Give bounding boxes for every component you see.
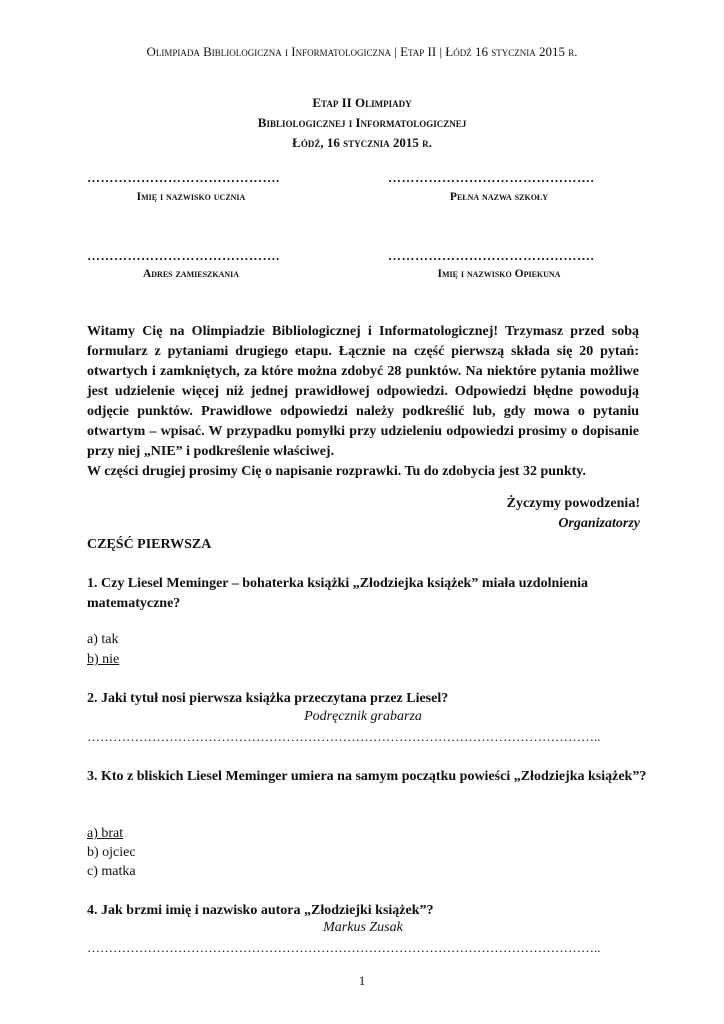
question-3-option-b[interactable]: b) ojciec (87, 845, 136, 860)
question-4: 4. Jak brzmi imię i nazwisko autora „Złodziejki książek”? (87, 903, 434, 918)
guardian-name-label: Imię i nazwisko Opiekuna (437, 268, 561, 280)
question-3-option-a[interactable]: a) brat (87, 826, 124, 841)
question-4-answer[interactable]: Markus Zusak (323, 920, 403, 935)
closing-signature: Organizatorzy (558, 516, 640, 531)
running-header: Olimpiada Bibliologiczna i Informatologiczna | Etap II | Łódź 16 stycznia 2015 r. (146, 44, 578, 59)
school-name-blank: ………………………………………. (388, 170, 595, 185)
question-1-option-a[interactable]: a) tak (87, 632, 119, 647)
question-1-option-b[interactable]: b) nie (87, 652, 120, 667)
question-3: 3. Kto z bliskich Liesel Meminger umiera na samym początku powieści „Złodziejka książek”? (87, 769, 647, 784)
question-2: 2. Jaki tytuł nosi pierwsza książka przeczytana przez Liesel? (87, 691, 449, 706)
student-name-blank: ……………………………………. (87, 170, 280, 185)
question-1: 1. Czy Liesel Meminger – bohaterka książki „Złodziejka książek” miała uzdolnienia matematyczne? (87, 576, 589, 611)
section-title: CZĘŚĆ PIERWSZA (87, 537, 212, 552)
student-name-label: Imię i nazwisko ucznia (136, 191, 246, 203)
guardian-name-blank: ………………………………………. (388, 248, 595, 263)
intro-text (87, 322, 639, 482)
question-2-answer[interactable]: Podręcznik grabarza (304, 709, 422, 724)
intro-paragraph: Witamy Cię na Olimpiadzie Bibliologicznej i Informatologicznej! Trzymasz przed sobą formularz z pytaniami drugiego etapu. Łącznie na część pierwszą składa się 20 pytań: otwartych i zamkniętych, za które można zdobyć 28 punktów. Na niektóre pytania możliwe jest udzielenie więcej niż jednej prawidłowej odpowiedzi. Odpowiedzi błędne powodują odjęcie punktów. Prawidłowe odpowiedzi należy podkreślić lub, gdy mowa o pytaniu otwartym – wpisać. W przypadku pomyłki przy udzieleniu odpowiedzi prosimy o dopisanie przy niej „NIE” i podkreślenie właściwej. (87, 324, 639, 459)
address-blank: ……………………………………. (87, 248, 280, 263)
title-line-3: Łódź, 16 stycznia 2015 r. (292, 135, 432, 150)
school-name-label: Pełna nazwa szkoły (449, 191, 549, 203)
question-2-answer-line: ……………………………………………………………………………………………………….. (87, 729, 601, 744)
closing-wish: Życzymy powodzenia! (506, 496, 640, 511)
title-line-2: Bibliologicznej i Informatologicznej (257, 115, 467, 130)
question-3-option-c[interactable]: c) matka (87, 864, 136, 879)
title-line-1: Etap II Olimpiady (312, 95, 412, 110)
intro-paragraph-2: W części drugiej prosimy Cię o napisanie rozprawki. Tu do zdobycia jest 32 punkty. (87, 464, 586, 479)
address-label: Adres zamieszkania (142, 268, 240, 280)
page-number: 1 (358, 973, 366, 988)
question-4-answer-line: ……………………………………………………………………………………………………….. (87, 940, 601, 955)
